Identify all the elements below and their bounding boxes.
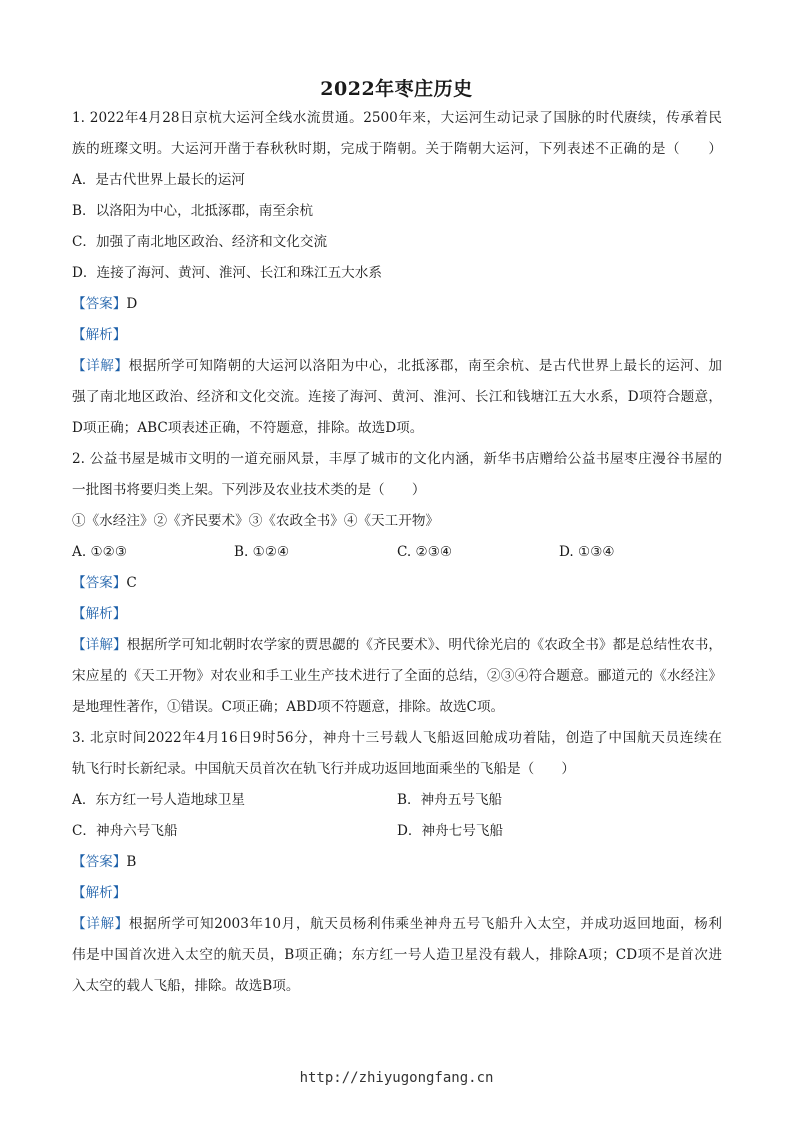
q1-option-c: C．加强了南北地区政治、经济和文化交流 [72,234,328,250]
q2-stem-line2: 一批图书将要归类上架。下列涉及农业技术类的是（ ） [72,482,426,498]
q1-detail-line3: D项正确；ABC项表述正确，不符题意，排除。故选D项。 [72,420,424,436]
q2-option-a: A. ①②③ [72,544,128,560]
q2-option-b: B. ①②④ [234,544,290,560]
answer-value: C [126,575,137,591]
q1-option-b: B．以洛阳为中心，北抵涿郡，南至余杭 [72,203,314,219]
q3-detail-line2: 伟是中国首次进入太空的航天员，B项正确；东方红一号人造卫星没有载人，排除A项；CD项不是首次进 [72,947,722,963]
q2-option-d: D. ①③④ [559,544,615,560]
q3-option-a: A．东方红一号人造地球卫星 [72,792,245,808]
q1-option-d: D．连接了海河、黄河、淮河、长江和珠江五大水系 [72,265,382,281]
q1-detail-line1 [72,356,722,376]
q1-stem-line1: 1. 2022年4月28日京杭大运河全线水流贯通。2500年来，大运河生动记录了国脉的时代赓续，传承着民 [72,110,722,126]
q1-detail-line2: 强了南北地区政治、经济和文化交流。连接了海河、黄河、淮河、长江和钱塘江五大水系，D项符合题意， [72,389,722,405]
detail-text: 根据所学可知北朝时农学家的贾思勰的《齐民要术》、明代徐光启的《农政全书》都是总结性农书， [126,637,723,653]
q1-answer [72,294,137,314]
detail-label: 【详解】 [72,637,127,653]
q2-answer [72,573,137,593]
detail-text: 根据所学可知2003年10月，航天员杨利伟乘坐神舟五号飞船升入太空，并成功返回地面，杨利 [128,916,723,932]
q2-analysis-label: 【解析】 [72,606,127,622]
detail-text: 根据所学可知隋朝的大运河以洛阳为中心，北抵涿郡，南至余杭、是古代世界上最长的运河、加 [128,358,723,374]
q3-option-c: C．神舟六号飞船 [72,823,178,839]
q3-detail-line1 [72,914,722,934]
q3-option-d: D．神舟七号飞船 [397,823,504,839]
q2-detail-line1 [72,635,722,655]
q3-answer [72,852,136,872]
answer-label: 【答案】 [72,854,127,870]
q3-detail-line3: 入太空的载人飞船，排除。故选B项。 [72,978,300,994]
footer-url: http://zhiyugongfang.cn [299,1070,494,1086]
q3-stem-line1: 3. 北京时间2022年4月16日9时56分，神舟十三号载人飞船返回舱成功着陆，创造了中国航天员连续在 [72,730,722,746]
q2-option-c: C. ②③④ [397,544,453,560]
answer-value: D [126,296,138,312]
answer-label: 【答案】 [72,296,127,312]
q2-items: ①《水经注》②《齐民要术》③《农政全书》④《天工开物》 [72,513,440,529]
detail-label: 【详解】 [72,358,129,374]
answer-value: B [126,854,137,870]
q2-detail-line3: 是地理性著作，①错误。C项正确；ABD项不符题意，排除。故选C项。 [72,699,505,715]
q3-stem-line2: 轨飞行时长新纪录。中国航天员首次在轨飞行并成功返回地面乘坐的飞船是（ ） [72,761,575,777]
q3-analysis-label: 【解析】 [72,885,127,901]
q2-detail-line2: 宋应星的《天工开物》对农业和手工业生产技术进行了全面的总结，②③④符合题意。郦道元的《水经注》 [72,668,722,684]
q2-stem-line1: 2. 公益书屋是城市文明的一道充丽风景，丰厚了城市的文化内涵，新华书店赠给公益书屋枣庄漫谷书屋的 [72,451,722,467]
q1-stem-line2: 族的班璨文明。大运河开凿于春秋秋时期，完成于隋朝。关于隋朝大运河，下列表述不正确的是（ ） [72,141,722,157]
page-title: 2022年枣庄历史 [320,78,473,100]
q1-analysis-label: 【解析】 [72,327,127,343]
answer-label: 【答案】 [72,575,127,591]
detail-label: 【详解】 [72,916,129,932]
q1-option-a: A．是古代世界上最长的运河 [72,172,245,188]
q3-option-b: B．神舟五号飞船 [397,792,503,808]
